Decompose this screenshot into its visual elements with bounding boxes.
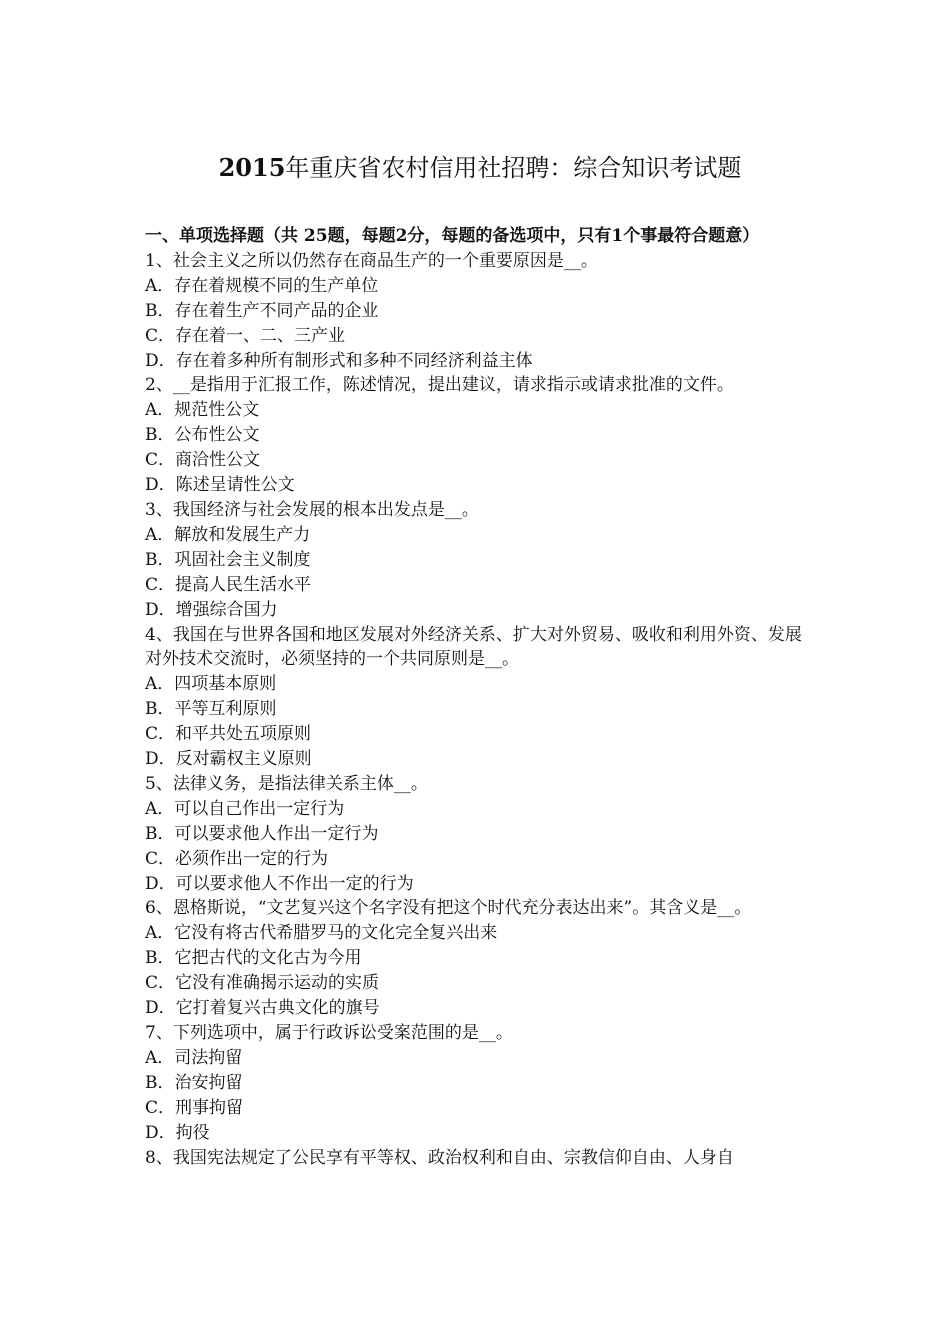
question-5-option-c: C．必须作出一定的行为 bbox=[145, 848, 329, 869]
question-list bbox=[145, 249, 815, 1171]
question-3: 3、我国经济与社会发展的根本出发点是__。 bbox=[145, 499, 479, 520]
question-6-option-a: A．它没有将古代希腊罗马的文化完全复兴出来 bbox=[145, 923, 498, 944]
title-text: 年重庆省农村信用社招聘：综合知识考试题 bbox=[285, 154, 742, 182]
question-4-option-c: C．和平共处五项原则 bbox=[145, 724, 312, 745]
question-7-option-d: D．拘役 bbox=[145, 1122, 210, 1143]
question-3-option-c: C．提高人民生活水平 bbox=[145, 574, 312, 595]
question-5-option-b: B．可以要求他人作出一定行为 bbox=[145, 823, 379, 844]
question-2-option-a: A．规范性公文 bbox=[145, 400, 260, 421]
question-6-option-c: C．它没有准确揭示运动的实质 bbox=[145, 973, 380, 994]
question-6-option-b: B．它把古代的文化古为今用 bbox=[145, 948, 362, 969]
question-1-option-a: A．存在着规模不同的生产单位 bbox=[145, 275, 379, 296]
question-2-option-d: D．陈述呈请性公文 bbox=[145, 475, 295, 496]
question-4: 4、我国在与世界各国和地区发展对外经济关系、扩大对外贸易、吸收和利用外资、发展对外技术交流时，必须坚持的一个共同原则是__。 bbox=[145, 624, 802, 670]
question-2-option-b: B．公布性公文 bbox=[145, 425, 260, 446]
question-6: 6、恩格斯说，“文艺复兴这个名字没有把这个时代充分表达出来”。其含义是__。 bbox=[145, 898, 752, 919]
question-4-option-b: B．平等互利原则 bbox=[145, 699, 277, 720]
question-7-option-b: B．治安拘留 bbox=[145, 1072, 243, 1093]
question-2: 2、__是指用于汇报工作，陈述情况，提出建议，请求指示或请求批准的文件。 bbox=[145, 375, 734, 396]
question-7-option-a: A．司法拘留 bbox=[145, 1047, 243, 1068]
document-body bbox=[145, 224, 815, 1170]
section-heading: 一、单项选择题（共 25题，每题2分，每题的备选项中，只有1个事最符合题意） bbox=[145, 226, 760, 246]
question-5-option-d: D．可以要求他人不作出一定的行为 bbox=[145, 873, 414, 894]
question-1: 1、社会主义之所以仍然存在商品生产的一个重要原因是__。 bbox=[145, 250, 598, 271]
question-3-option-b: B．巩固社会主义制度 bbox=[145, 549, 311, 570]
question-3-option-a: A．解放和发展生产力 bbox=[145, 524, 311, 545]
question-7: 7、下列选项中，属于行政诉讼受案范围的是__。 bbox=[145, 1023, 513, 1043]
question-5: 5、法律义务，是指法律关系主体__。 bbox=[145, 773, 428, 794]
document-title bbox=[145, 150, 815, 186]
question-8: 8、我国宪法规定了公民享有平等权、政治权利和自由、宗教信仰自由、人身自 bbox=[145, 1147, 734, 1168]
title-year: 2015 bbox=[218, 153, 286, 182]
question-1-option-b: B．存在着生产不同产品的企业 bbox=[145, 300, 379, 321]
question-6-option-d: D．它打着复兴古典文化的旗号 bbox=[145, 998, 380, 1019]
question-1-option-c: C．存在着一、二、三产业 bbox=[145, 325, 346, 346]
question-2-option-c: C．商洽性公文 bbox=[145, 450, 261, 471]
question-4-option-d: D．反对霸权主义原则 bbox=[145, 749, 312, 770]
question-3-option-d: D．增强综合国力 bbox=[145, 599, 278, 620]
question-1-option-d: D．存在着多种所有制形式和多种不同经济利益主体 bbox=[145, 350, 533, 371]
question-5-option-a: A．可以自己作出一定行为 bbox=[145, 798, 345, 819]
question-7-option-c: C．刑事拘留 bbox=[145, 1097, 244, 1118]
question-4-option-a: A．四项基本原则 bbox=[145, 674, 277, 695]
